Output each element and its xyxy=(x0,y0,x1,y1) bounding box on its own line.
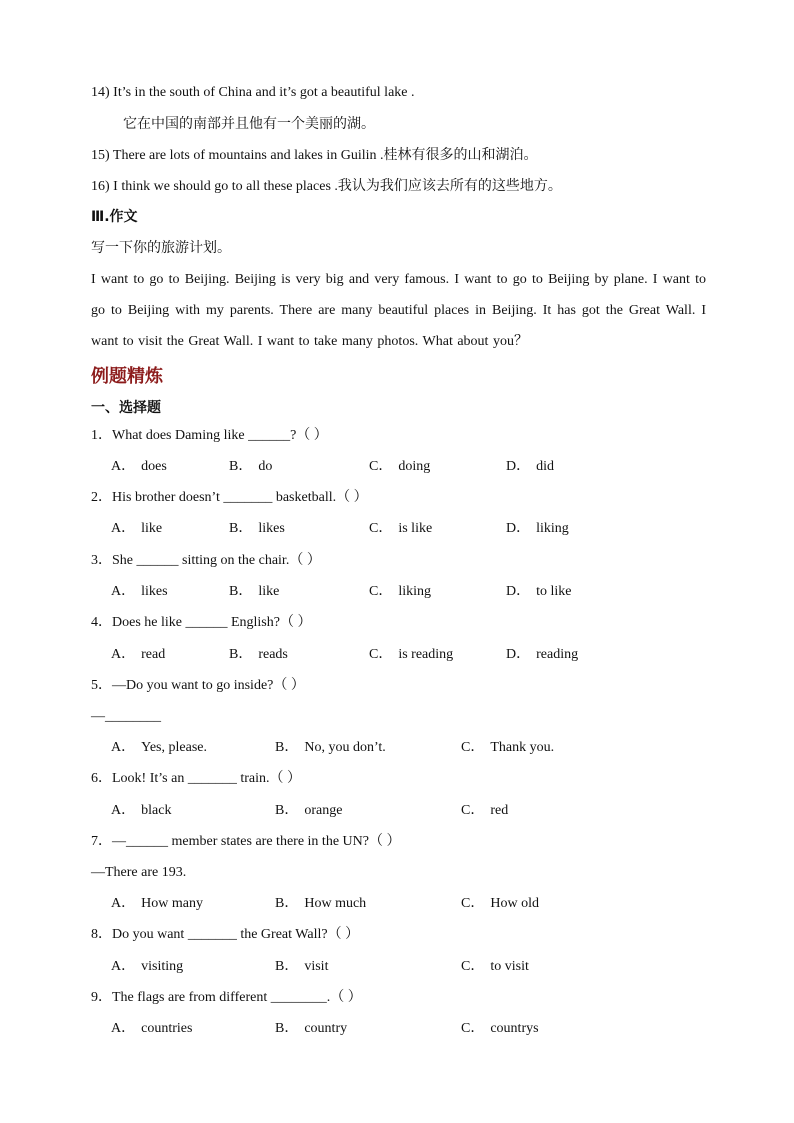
option-c[interactable]: C． liking xyxy=(369,584,432,599)
question-5-options xyxy=(111,739,711,757)
option-d[interactable]: D． to like xyxy=(506,584,572,599)
question-4-stem: 4．Does he like ______ English?（ ） xyxy=(91,615,312,630)
option-a[interactable]: A． does xyxy=(111,459,167,474)
option-c[interactable]: C． doing xyxy=(369,459,431,474)
option-b[interactable]: B． orange xyxy=(275,803,343,818)
question-1-options xyxy=(111,458,711,476)
question-8-stem: 8．Do you want _______ the Great Wall?（ ） xyxy=(91,927,360,942)
question-7-options xyxy=(111,895,711,913)
question-2-options xyxy=(111,520,711,538)
question-8-options xyxy=(111,958,711,976)
translation-14-zh: 它在中国的南部并且他有一个美丽的湖。 xyxy=(123,116,375,132)
option-b[interactable]: B． likes xyxy=(229,521,285,536)
question-9-stem: 9．The flags are from different ________.（ ） xyxy=(91,990,362,1005)
option-a[interactable]: A． likes xyxy=(111,584,168,599)
option-a[interactable]: A． black xyxy=(111,803,172,818)
option-b[interactable]: B． country xyxy=(275,1021,348,1036)
composition-text: I want to go to Beijing. Beijing is very big and very famous. I want to go to Beijing by plane. I want to go to Beijing with my parents. There are many beautiful places in Beijing. It has got the Great Wall. I want to visit the Great Wall. I want to take many photos. What about you？ xyxy=(91,272,706,349)
option-a[interactable]: A． Yes, please. xyxy=(111,740,207,755)
question-5-stem: 5．—Do you want to go inside?（ ） xyxy=(91,678,305,693)
question-6-stem: 6．Look! It’s an _______ train.（ ） xyxy=(91,771,301,786)
composition-prompt: 写一下你的旅游计划。 xyxy=(91,240,231,256)
option-b[interactable]: B． How much xyxy=(275,896,367,911)
option-c[interactable]: C． to visit xyxy=(461,959,529,974)
translation-16-en: 16) I think we should go to all these places . xyxy=(91,179,338,194)
question-1-stem: 1．What does Daming like ______?（ ） xyxy=(91,428,328,443)
option-b[interactable]: B． visit xyxy=(275,959,329,974)
question-7-answer-line: —There are 193. xyxy=(91,865,187,880)
question-3-stem: 3．She ______ sitting on the chair.（ ） xyxy=(91,553,321,568)
option-a[interactable]: A． countries xyxy=(111,1021,193,1036)
option-c[interactable]: C． Thank you. xyxy=(461,740,555,755)
option-b[interactable]: B． reads xyxy=(229,647,288,662)
translation-15 xyxy=(91,146,538,165)
option-d[interactable]: D． reading xyxy=(506,647,579,662)
option-d[interactable]: D． did xyxy=(506,459,555,474)
translation-16-zh: 我认为我们应该去所有的这些地方。 xyxy=(337,178,562,194)
question-9-options xyxy=(111,1020,711,1038)
option-a[interactable]: A． like xyxy=(111,521,163,536)
option-d[interactable]: D． liking xyxy=(506,521,569,536)
translation-15-zh: 桂林有很多的山和湖泊。 xyxy=(383,147,538,163)
examples-title: 例题精炼 xyxy=(91,366,163,387)
translation-16 xyxy=(91,177,562,196)
translation-14-en: 14) It’s in the south of China and it’s got a beautiful lake . xyxy=(91,85,415,100)
composition-heading: Ⅲ.作文 xyxy=(91,209,138,225)
question-4-options xyxy=(111,646,711,664)
question-2-stem: 2．His brother doesn’t _______ basketball.（ ） xyxy=(91,490,368,505)
option-c[interactable]: C． countrys xyxy=(461,1021,539,1036)
option-a[interactable]: A． How many xyxy=(111,896,203,911)
question-6-options xyxy=(111,802,711,820)
question-7-stem: 7．—______ member states are there in the UN?（ ） xyxy=(91,834,401,849)
option-a[interactable]: A． read xyxy=(111,647,166,662)
question-3-options xyxy=(111,583,711,601)
translation-15-en: 15) There are lots of mountains and lakes in Guilin . xyxy=(91,148,384,163)
option-b[interactable]: B． do xyxy=(229,459,273,474)
multiple-choice-heading: 一、选择题 xyxy=(91,400,161,416)
option-c[interactable]: C． red xyxy=(461,803,509,818)
option-b[interactable]: B． like xyxy=(229,584,280,599)
option-c[interactable]: C． is like xyxy=(369,521,433,536)
option-a[interactable]: A． visiting xyxy=(111,959,184,974)
option-c[interactable]: C． How old xyxy=(461,896,539,911)
option-c[interactable]: C． is reading xyxy=(369,647,454,662)
question-5-answer-line: —________ xyxy=(91,709,161,724)
option-b[interactable]: B． No, you don’t. xyxy=(275,740,386,755)
